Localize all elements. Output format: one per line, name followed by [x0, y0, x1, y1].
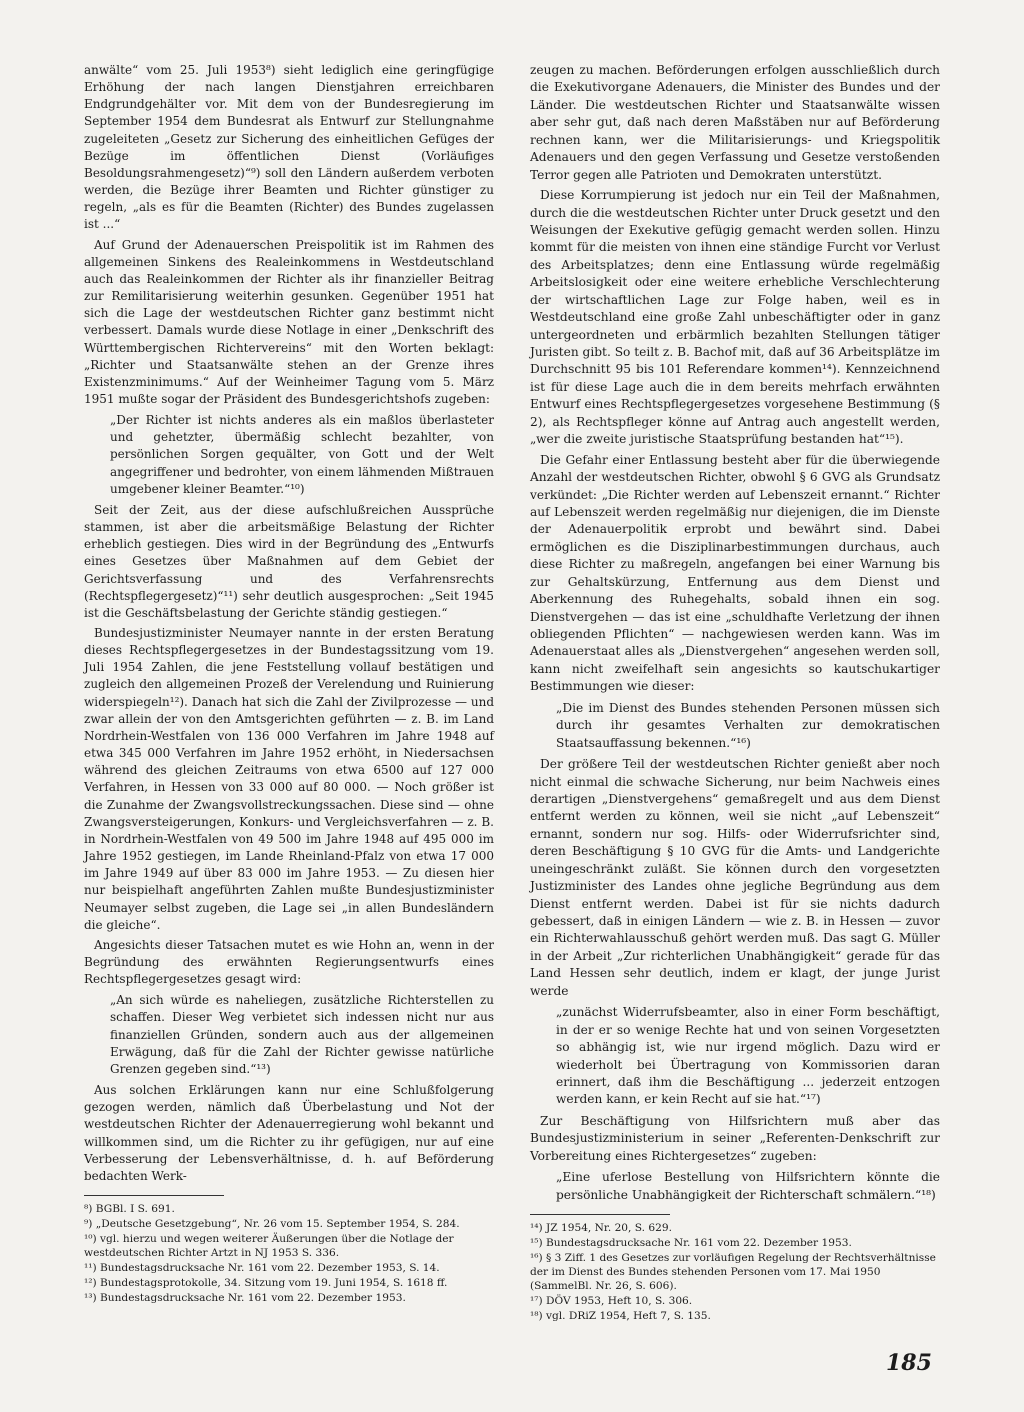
footnote: ¹⁰) vgl. hierzu und wegen weiterer Äußerungen über die Notlage der westdeutschen Richter Artzt in NJ 1953 S. 336. [84, 1233, 454, 1259]
footnote: ¹¹) Bundestagsdrucksache Nr. 161 vom 22. Dezember 1953, S. 14. [84, 1262, 440, 1274]
quote-text: „An sich würde es naheliegen, zusätzliche Richterstellen zu schaffen. Dieser Weg verbietet sich indessen nicht nur aus finanziellen Gründen, sondern auch aus der allgemeinen Erwägung, daß für die Zahl der Richter gewisse natürliche Grenzen gegeben sind.“¹³) [110, 993, 494, 1076]
block-quote [556, 1169, 940, 1204]
footnote: ¹³) Bundestagsdrucksache Nr. 161 vom 22. Dezember 1953. [84, 1292, 406, 1304]
footnote-divider [84, 1195, 224, 1196]
paragraph: Die Gefahr einer Entlassung besteht aber für die überwiegende Anzahl der westdeutschen Richter, obwohl § 6 GVG als Grundsatz verkündet: „Die Richter werden auf Lebenszeit ernannt.“ Richter auf Lebenszeit werden regelmäßig nur diejenigen, die im Dienste der Adenauerpolitik erprobt und bewährt sind. Dabei ermöglichen es die Disziplinarbestimmungen durchaus, auch diese Richter zu maßregeln, angefangen bei einer Warnung bis zur Gehaltskürzung, Entfernung aus dem Dienst und Aberkennung des Ruhegehalts, sobald ihnen ein sog. Dienstvergehen — das ist eine „schuldhafte Verletzung der ihnen obliegenden Pflichten“ — nachgewiesen werden kann. Was im Adenauerstaat alles als „Dienstvergehen“ angesehen werden soll, kann nicht zweifelhaft sein angesichts so kautschukartiger Bestimmungen wie dieser: [530, 452, 940, 694]
quote-text: „Eine uferlose Bestellung von Hilfsrichtern könnte die persönliche Unabhängigkeit der Richterschaft schmälern.“¹⁸) [556, 1170, 940, 1202]
footnote: ⁸) BGBl. I S. 691. [84, 1203, 175, 1215]
footnote: ¹⁸) vgl. DRiZ 1954, Heft 7, S. 135. [530, 1310, 711, 1322]
footnote: ¹⁴) JZ 1954, Nr. 20, S. 629. [530, 1222, 672, 1234]
block-quote [110, 412, 494, 498]
paragraph: Seit der Zeit, aus der diese aufschlußreichen Aussprüche stammen, ist aber die arbeitsmäßige Belastung der Richter erheblich gestiegen. Dies wird in der Begründung des „Entwurfs eines Gesetzes über Maßnahmen auf dem Gebiet der Gerichtsverfassung und des Verfahrensrechts (Rechtspflegergesetz)“¹¹) sehr deutlich ausgesprochen: „Seit 1945 ist die Geschäftsbelastung der Gerichte ständig gestiegen.“ [84, 502, 494, 620]
block-quote [556, 700, 940, 752]
left-column [84, 62, 494, 1306]
footnote: ¹⁷) DÖV 1953, Heft 10, S. 306. [530, 1295, 693, 1307]
footnote: ⁹) „Deutsche Gesetzgebung“, Nr. 26 vom 15. September 1954, S. 284. [84, 1218, 460, 1230]
footnotes-right [530, 1221, 940, 1323]
block-quote [556, 1004, 940, 1109]
block-quote [110, 992, 494, 1078]
footnote: ¹⁶) § 3 Ziff. 1 des Gesetzes zur vorläufigen Regelung der Rechtsverhältnisse der im Dienst des Bundes stehenden Personen vom 17. Mai 1950 (SammelBl. Nr. 26, S. 606). [530, 1252, 936, 1292]
paragraph: Der größere Teil der westdeutschen Richter genießt aber noch nicht einmal die schwache Sicherung, nur beim Nachweis eines derartigen „Dienstvergehens“ gemaßregelt und aus dem Dienst entfernt werden zu können, weil sie nicht „auf Lebenszeit“ ernannt, sondern nur sog. Hilfs- oder Widerrufsrichter sind, deren Beschäftigung § 10 GVG für die Amts- und Landgerichte uneingeschränkt zuläßt. Sie können durch den vorgesetzten Justizminister des Landes ohne jegliche Begründung aus dem Dienst entfernt werden. Dabei ist für sie nichts dadurch gebessert, daß in einigen Ländern — wie z. B. in Hessen — zuvor ein Richterwahlausschuß gehört werden muß. Das sagt G. Müller in der Arbeit „Zur richterlichen Unabhängigkeit“ gerade für das Land Hessen sehr deutlich, indem er klagt, der junge Jurist werde [530, 757, 940, 998]
paragraph: Bundesjustizminister Neumayer nannte in der ersten Beratung dieses Rechtspflegergesetzes in der Bundestagssitzung vom 19. Juli 1954 Zahlen, die jene Feststellung vollauf bestätigen und zugleich den allgemeinen Prozeß der Verelendung und Ruinierung widerspiegeln¹²). Danach hat sich die Zahl der Zivilprozesse — und zwar allein der von den Amtsgerichten geführten — z. B. im Land Nordrhein-Westfalen von 136 000 Verfahren im Jahre 1948 auf etwa 345 000 Verfahren im Jahre 1952 erhöht, in Niedersachsen während des gleichen Zeitraums von etwa 6500 auf 127 000 Verfahren, in Hessen von 33 000 auf 80 000. — Noch größer ist die Zunahme der Zwangsvollstreckungssachen. Diese sind — ohne Zwangsversteigerungen, Konkurs- und Vergleichsverfahren — z. B. in Nordrhein-Westfalen von 49 500 im Jahre 1948 auf 495 000 im Jahre 1952 gestiegen, im Lande Rheinland-Pfalz von etwa 17 000 im Jahre 1949 auf über 83 000 im Jahre 1953. — Zu diesen hier nur beispielhaft angeführten Zahlen mußte Bundesjustizminister Neumayer selbst zugeben, die Lage sei „in allen Bundesländern die gleiche“. [84, 626, 494, 932]
paragraph: Angesichts dieser Tatsachen mutet es wie Hohn an, wenn in der Begründung des erwähnten Regierungsentwurfs eines Rechtspflegergesetzes gesagt wird: [84, 937, 494, 987]
paragraph: anwälte“ vom 25. Juli 1953⁸) sieht lediglich eine geringfügige Erhöhung der nach langen Dienstjahren erreichbaren Endgrundgehälter vor. Mit dem von der Bundesregierung im September 1954 dem Bundesrat als Entwurf zur Stellungnahme zugeleiteten „Gesetz zur Sicherung des einheitlichen Gefüges der Bezüge im öffentlichen Dienst (Vorläufiges Besoldungsrahmengesetz)“⁹) soll den Ländern außerdem verboten werden, die Bezüge ihrer Beamten und Richter günstiger zu regeln, „als es für die Beamten (Richter) des Bundes zugelassen ist ...“ [84, 63, 494, 232]
footnotes-left [84, 1202, 494, 1305]
paragraph: Auf Grund der Adenauerschen Preispolitik ist im Rahmen des allgemeinen Sinkens des Realeinkommens in Westdeutschland auch das Realeinkommen der Richter als ihr finanzieller Beitrag zur Remilitarisierung weiterhin gesunken. Gegenüber 1951 hat sich die Lage der westdeutschen Richter ganz bestimmt nicht verbessert. Damals wurde diese Notlage in einer „Denkschrift des Württembergischen Richtervereins“ mit den Worten beklagt: „Richter und Staatsanwälte stehen an der Grenze ihres Existenzminimums.“ Auf der Weinheimer Tagung vom 5. März 1951 mußte sogar der Präsident des Bundesgerichtshofs zugeben: [84, 237, 494, 406]
paragraph: Diese Korrumpierung ist jedoch nur ein Teil der Maßnahmen, durch die die westdeutschen Richter unter Druck gesetzt und den Weisungen der Exekutive gefügig gemacht werden sollen. Hinzu kommt für die meisten von ihnen eine ständige Furcht vor Verlust des Arbeitsplatzes; denn eine Entlassung würde regelmäßig Arbeitslosigkeit oder eine weitere erhebliche Verschlechterung der wirtschaftlichen Lage zur Folge haben, weil es in Westdeutschland eine große Zahl unbeschäftigter oder in ganz untergeordneten und erbärmlich bezahlten Stellungen tätiger Juristen gibt. So teilt z. B. Bachof mit, daß auf 36 Arbeitsplätze im Durchschnitt 95 bis 101 Referendare kommen¹⁴). Kennzeichnend ist für diese Lage auch die in dem bereits mehrfach erwähnten Entwurf eines Rechtspflegergesetzes vorgesehene Bestimmung (§ 2), als Rechtspfleger könne auf Antrag auch angestellt werden, „wer die zweite juristische Staatsprüfung bestanden hat“¹⁵). [530, 188, 941, 447]
footnote: ¹²) Bundestagsprotokolle, 34. Sitzung vom 19. Juni 1954, S. 1618 ff. [84, 1277, 448, 1289]
footnote-divider [530, 1214, 670, 1215]
paragraph: zeugen zu machen. Beförderungen erfolgen ausschließlich durch die Exekutivorgane Adenauers, die Minister des Bundes und der Länder. Die westdeutschen Richter und Staatsanwälte wissen aber sehr gut, daß nach deren Maßstäben nur auf Beförderung rechnen kann, wer die Militarisierungs- und Kriegspolitik Adenauers und den gegen Verfassung und Gesetze verstoßenden Terror gegen alle Patrioten und Demokraten unterstützt. [530, 63, 940, 182]
quote-text: „Die im Dienst des Bundes stehenden Personen müssen sich durch ihr gesamtes Verhalten zur demokratischen Staatsauffassung bekennen.“¹⁶) [556, 700, 940, 750]
paragraph: Aus solchen Erklärungen kann nur eine Schlußfolgerung gezogen werden, nämlich daß Überbelastung und Not der westdeutschen Richter der Adenauerregierung wohl bekannt und willkommen sind, um die Richter zu ihr gefügigen, nur auf eine Verbesserung der Lebensverhältnisse, d. h. auf Beförderung bedachten Werk- [84, 1083, 494, 1183]
quote-text: „zunächst Widerrufsbeamter, also in einer Form beschäftigt, in der er so wenige Rechte hat und von seinen Vorgesetzten so abhängig ist, wie nur irgend möglich. Dazu wird er wiederholt bei Übertragung von Kommissorien daran erinnert, daß ihm die Beschäftigung ... jederzeit entzogen werden kann, er kein Recht auf sie hat.“¹⁷) [556, 1005, 940, 1107]
quote-text: „Der Richter ist nichts anderes als ein maßlos überlasteter und gehetzter, übermäßig schlecht bezahlter, von persönlichen Sorgen gequälter, von Gott und der Welt angegriffener und bedrohter, von einem lähmenden Mißtrauen umgebener kleiner Beamter.“¹⁰) [110, 413, 494, 496]
paragraph: Zur Beschäftigung von Hilfsrichtern muß aber das Bundesjustizministerium in seiner „Referenten-Denkschrift zur Vorbereitung eines Richtergesetzes“ zugeben: [530, 1113, 940, 1163]
page-number: 185 [886, 1350, 932, 1376]
right-column [530, 62, 940, 1324]
footnote: ¹⁵) Bundestagsdrucksache Nr. 161 vom 22. Dezember 1953. [530, 1237, 852, 1249]
